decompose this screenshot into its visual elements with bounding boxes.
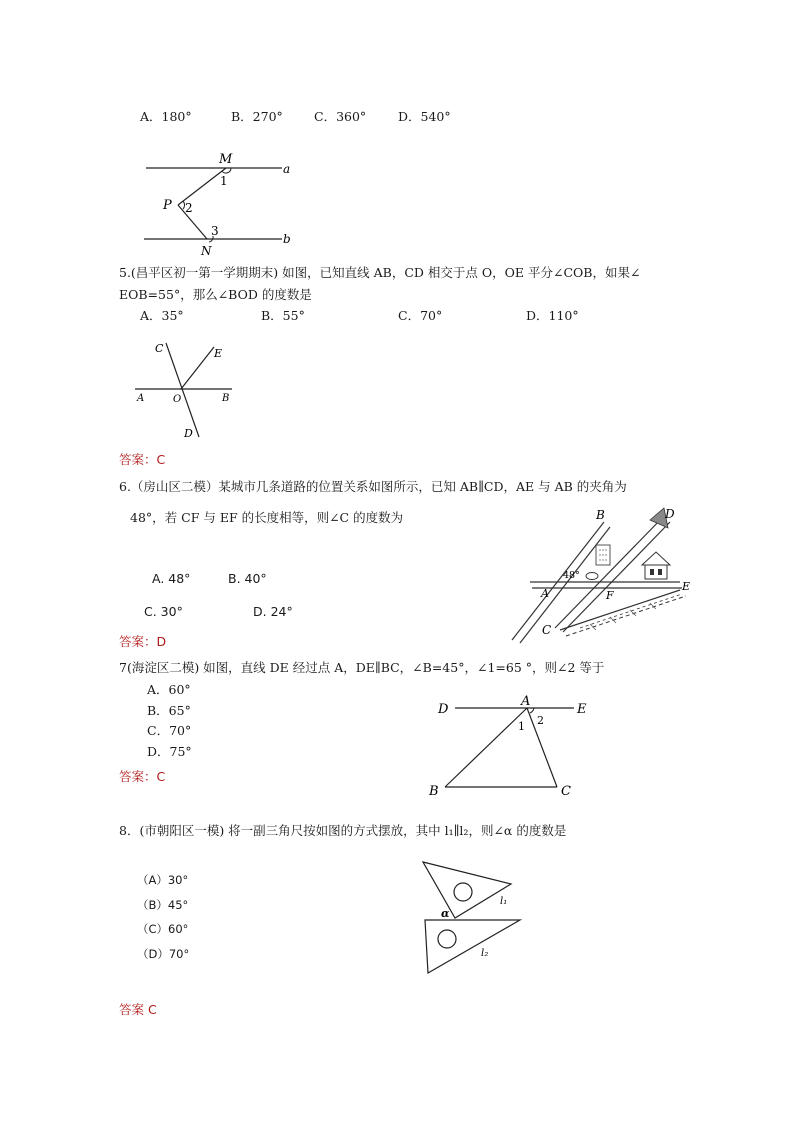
q6-option-b: B. 40° — [228, 571, 267, 586]
q7-option-d: D．75° — [147, 744, 192, 759]
q5-label-o: O — [173, 394, 182, 405]
answer-value: C — [156, 452, 166, 467]
q5-option-d: D．110° — [526, 308, 579, 323]
answer-label: 答案： — [119, 769, 157, 784]
q7-label-1: 1 — [518, 720, 525, 733]
q8-option-a: （A）30° — [137, 873, 189, 887]
answer-label: 答案： — [119, 452, 157, 467]
q8-question-line1: 8．(市朝阳区一模) 将一副三角尺按如图的方式摆放，其中 l₁∥l₂，则∠α 的度数是 — [119, 823, 567, 838]
q6-label-f: F — [606, 589, 614, 602]
triangle-ruler-bottom — [425, 920, 520, 973]
q4-label-3: 3 — [211, 224, 219, 238]
q4-label-2: 2 — [185, 201, 193, 215]
q7-label-c: C — [561, 784, 571, 799]
q7-option-b: B．65° — [147, 703, 191, 718]
q6-option-d: D. 24° — [253, 604, 293, 619]
q8-answer — [119, 1004, 157, 1017]
q4-label-m: M — [219, 152, 233, 167]
answer-value: C — [156, 769, 166, 784]
q8-option-d: （D）70° — [137, 947, 190, 961]
q5-label-a: A — [137, 393, 145, 404]
q5-option-c: C．70° — [398, 308, 443, 323]
q7-option-c: C．70° — [147, 723, 192, 738]
q8-label-alpha: α — [441, 907, 450, 920]
q5-label-c: C — [155, 342, 164, 355]
q6-label-c: C — [542, 623, 552, 637]
q4-option-a: A．180° — [140, 109, 192, 124]
q4-option-d: D．540° — [398, 109, 451, 124]
q7-label-d: D — [438, 702, 449, 717]
q8-label-l1: l₁ — [500, 896, 508, 907]
q7-label-a: A — [521, 694, 531, 709]
q5-question-line2: EOB=55°，那么∠BOD 的度数是 — [119, 287, 312, 302]
q4-option-b: B．270° — [231, 109, 283, 124]
q5-question-line1: 5.(昌平区初一第一学期期末) 如图，已知直线 AB，CD 相交于点 O，OE 平分∠COB，如果∠ — [119, 265, 641, 280]
q6-label-b: B — [596, 508, 605, 522]
q4-label-a: a — [283, 162, 291, 176]
answer-label: 答案： — [119, 634, 157, 649]
q7-question-line1: 7(海淀区二模) 如图，直线 DE 经过点 A，DE∥BC，∠B=45°，∠1=65 °，则∠2 等于 — [119, 660, 605, 675]
q5-label-d: D — [184, 427, 193, 440]
q4-label-p: P — [163, 198, 172, 213]
answer-value: D — [156, 634, 167, 649]
q8-option-b: （B）45° — [137, 898, 189, 912]
q8-option-c: （C）60° — [137, 922, 189, 936]
q8-label-l2: l₂ — [481, 948, 489, 959]
q6-question-line1: 6.（房山区二模）某城市几条道路的位置关系如图所示，已知 AB∥CD，AE 与 AB 的夹角为 — [119, 479, 627, 494]
q5-label-b: B — [222, 393, 230, 404]
q6-label-d: D — [665, 507, 675, 521]
answer-value: C — [148, 1002, 157, 1017]
triangle-ruler-top — [423, 862, 511, 918]
q6-label-e: E — [682, 580, 691, 593]
q6-label-a: A — [541, 587, 549, 600]
q6-option-c: C. 30° — [144, 604, 183, 619]
q7-label-b: B — [429, 784, 439, 799]
q4-label-b: b — [283, 232, 291, 246]
q5-option-b: B．55° — [261, 308, 305, 323]
q6-question-line2: 48°，若 CF 与 EF 的长度相等，则∠C 的度数为 — [130, 510, 404, 525]
q7-label-e: E — [577, 702, 587, 717]
answer-label: 答案 — [119, 1002, 145, 1017]
q7-option-a: A．60° — [147, 682, 191, 697]
q7-label-2: 2 — [537, 714, 544, 727]
q4-label-1: 1 — [220, 174, 228, 188]
q4-label-n: N — [201, 244, 212, 258]
q5-label-e: E — [214, 347, 223, 360]
q5-option-a: A．35° — [140, 308, 184, 323]
q6-option-a: A. 48° — [152, 571, 191, 586]
q6-label-angle: 48° — [563, 570, 580, 581]
q4-option-c: C．360° — [314, 109, 367, 124]
